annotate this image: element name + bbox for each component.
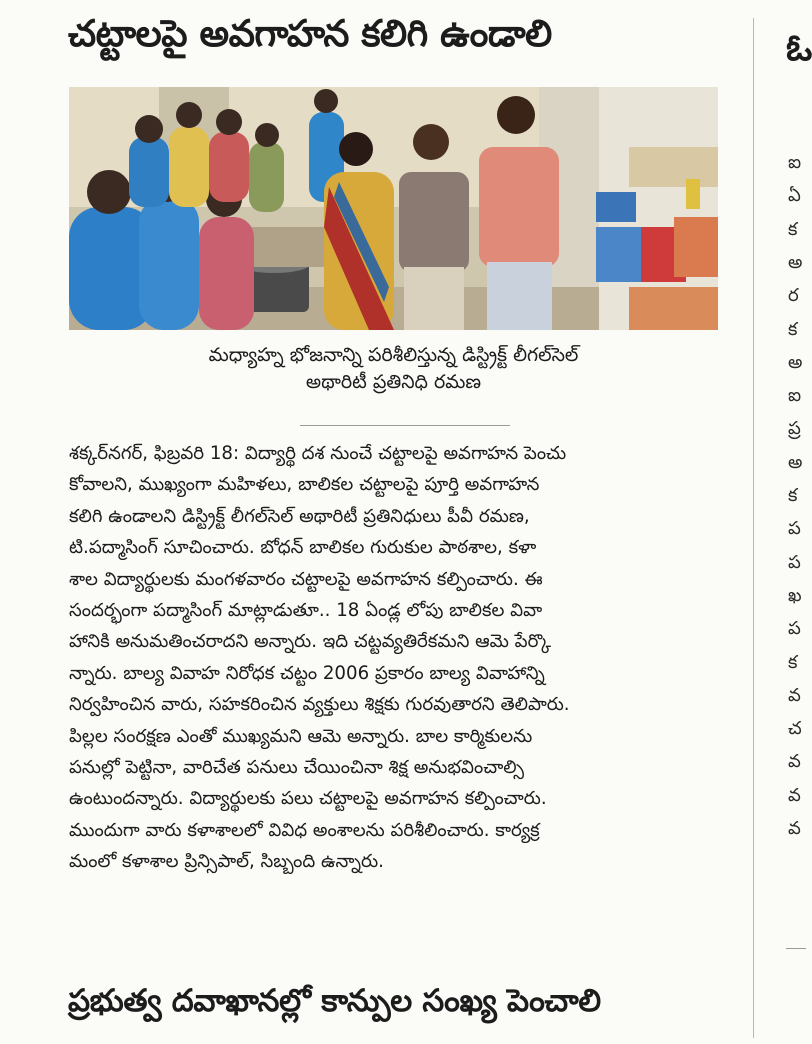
body-line: ఉంటుందన్నారు. విద్యార్థులకు పలు చట్టాలపై అవగాహన కల్పించారు. [69, 788, 547, 810]
adjacent-column-line: అ [788, 251, 803, 273]
adjacent-column-line: ర [788, 285, 799, 307]
adjacent-column-line: ప్ర [788, 418, 801, 440]
caption-divider [300, 425, 510, 426]
adjacent-column-line: క [788, 485, 798, 506]
adjacent-column-line: క [788, 651, 798, 673]
article-headline: చట్టాలపై అవగాహన కలిగి ఉండాలి [68, 12, 552, 55]
adjacent-column-line: ప [788, 618, 801, 640]
body-line: శాల విద్యార్థులకు మంగళవారం చట్టాలపై అవగాహన కల్పించారు. ఈ [69, 568, 543, 590]
body-line: మంలో కళాశాల ప్రిన్సిపాల్, సిబ్బంది ఉన్నారు. [69, 851, 384, 873]
adjacent-column-line: వ [788, 784, 801, 806]
adjacent-column-line: చ [788, 718, 802, 740]
photo-caption-line: మధ్యాహ్న భోజనాన్ని పరిశీలిస్తున్న డిస్ట్రిక్ట్ లీగల్‌సెల్ [208, 344, 579, 366]
column-divider [753, 18, 754, 1038]
article-body [69, 438, 719, 878]
next-article-headline: ప్రభుత్వ దవాఖానల్లో కాన్పుల సంఖ్య పెంచాలి [68, 983, 601, 1019]
body-line: పనుల్లో పెట్టినా, వారిచేత పనులు చేయించినా శిక్ష అనుభవించాల్సి [69, 757, 524, 779]
adjacent-column-line: క [788, 318, 798, 340]
photo-caption-line: అథారిటీ ప్రతినిధి రమణ [305, 371, 482, 393]
body-line: టి.పద్మాసింగ్ సూచించారు. బోధన్ బాలికల గురుకుల పాఠశాల, కళా [69, 537, 537, 559]
adjacent-column-line: ఖ [788, 584, 802, 606]
adjacent-column-line: వ [788, 751, 801, 773]
adjacent-column [770, 0, 812, 1044]
photo-caption [69, 342, 718, 396]
adjacent-headline-glyph: ఓ [786, 28, 812, 69]
body-line: సందర్భంగా పద్మాసింగ్ మాట్లాడుతూ.. 18 ఏండ్ల లోపు బాలికల వివా [69, 600, 543, 622]
body-line: కలిగి ఉండాలని డిస్ట్రిక్ట్ లీగల్‌సెల్ అథారిటీ ప్రతినిధులు పీవీ రమణ, [69, 505, 530, 527]
adjacent-column-line: ఐ [788, 385, 802, 407]
body-line: కోవాలని, ముఖ్యంగా మహిళలు, బాలికల చట్టాలపై పూర్తి అవగాహన [69, 474, 540, 496]
adjacent-column-line: క [788, 218, 798, 240]
adjacent-column-line: ఐ [788, 152, 802, 173]
body-line: హానికి అనుమతించరాదని అన్నారు. ఇది చట్టవ్యతిరేకమని ఆమె పేర్కొ [69, 631, 551, 653]
adjacent-column-line: ప [788, 551, 801, 573]
body-line: పిల్లల సంరక్షణ ఎంతో ముఖ్యమని ఆమె అన్నారు. బాల కార్మికులను [69, 725, 533, 747]
adjacent-column-rule [786, 948, 806, 949]
adjacent-column-line: అ [788, 451, 803, 473]
adjacent-column-line: అ [788, 351, 803, 373]
body-line: నిర్వహించిన వారు, సహకరించిన వ్యక్తులు శిక్షకు గురవుతారని తెలిపారు. [69, 694, 570, 716]
article-photo [69, 87, 718, 330]
adjacent-column-line: ఏ [788, 185, 801, 207]
body-line: ముందుగా వారు కళాశాలలో వివిధ అంశాలను పరిశీలించారు. కార్యక్ర [69, 819, 540, 841]
adjacent-column-line: ప [788, 518, 801, 540]
adjacent-column-line: వ [788, 818, 801, 839]
body-line: శక్కర్‌నగర్, ఫిబ్రవరి 18: విద్యార్థి దశ నుంచే చట్టాలపై అవగాహన పెంచు [69, 443, 567, 464]
body-line: న్నారు. బాల్య వివాహ నిరోధక చట్టం 2006 ప్రకారం బాల్య వివాహాన్ని [69, 662, 545, 684]
adjacent-column-line: వ [788, 684, 801, 706]
